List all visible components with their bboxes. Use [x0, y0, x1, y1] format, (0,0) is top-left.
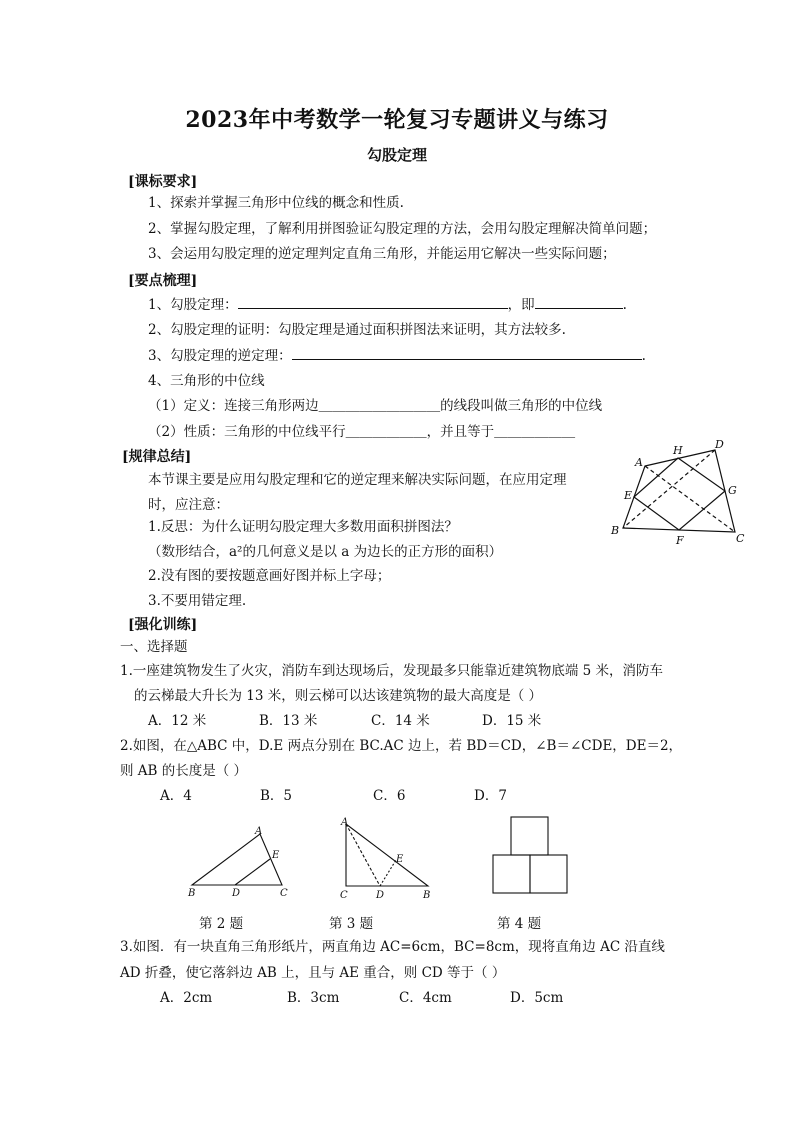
question-1-line: 的云梯最大升长为 13 米，则云梯可以达该建筑物的最大高度是（ ）: [134, 688, 543, 704]
summary-line: 1.反思：为什么证明勾股定理大多数用面积拼图法？: [148, 519, 458, 535]
training-heading: [强化训练]: [128, 617, 198, 633]
summary-line: （数形结合，a²的几何意义是以 a 为边长的正方形的面积）: [148, 544, 503, 560]
requirement-item: 3、会运用勾股定理的逆定理判定直角三角形，并能运用它解决一些实际问题；: [148, 246, 616, 262]
property-mid: ，并且等于: [426, 424, 495, 440]
requirements-heading: [课标要求]: [128, 174, 198, 190]
page-title: 2023年中考数学一轮复习专题讲义与练习: [185, 107, 609, 133]
point-g-label: G: [728, 484, 737, 497]
point-a-label: A: [635, 456, 643, 469]
fig2-label-b: B: [188, 888, 196, 898]
summary-line: 时，应注意：: [148, 497, 229, 513]
page-subtitle: 勾股定理: [366, 146, 427, 164]
quadrilateral-figure: [605, 436, 765, 548]
key-point-3-prefix: 3、勾股定理的逆定理：: [148, 348, 292, 364]
part-heading: 一、选择题: [120, 639, 188, 655]
requirement-item: 1、探索并掌握三角形中位线的概念和性质.: [148, 195, 404, 211]
fig3-label-c: C: [340, 890, 348, 901]
key-point-1-end: .: [622, 297, 627, 313]
figure-2-caption: 第 2 题: [199, 916, 244, 932]
fill-blank[interactable]: [292, 345, 642, 360]
point-e-label: E: [624, 489, 633, 502]
question-2-line: 2.如图，在△ABC 中，D.E 两点分别在 BC.AC 边上，若 BD＝CD，∠B＝∠CDE，DE＝2，: [120, 738, 683, 754]
fill-blank[interactable]: ＿＿＿＿＿＿: [494, 424, 576, 440]
point-f-label: F: [676, 534, 684, 547]
q1-option-b[interactable]: B．13 米: [259, 713, 318, 729]
point-c-label: C: [736, 532, 745, 545]
fig2-label-c: C: [280, 888, 288, 898]
figure-3: [336, 814, 438, 904]
key-point-3-end: .: [641, 348, 646, 364]
definition-prefix: （1）定义：连接三角形两边: [148, 398, 319, 414]
q2-option-a[interactable]: A．4: [160, 788, 192, 804]
q2-option-c[interactable]: C．6: [373, 788, 406, 804]
q1-option-d[interactable]: D．15 米: [482, 713, 542, 729]
summary-line: 3.不要用错定理.: [148, 593, 247, 609]
key-point-4-2: [148, 422, 575, 442]
key-point-1-prefix: 1、勾股定理：: [148, 297, 238, 313]
point-b-label: B: [611, 524, 620, 537]
key-points-heading: [要点梳理]: [128, 273, 198, 289]
fill-blank[interactable]: ＿＿＿＿＿＿＿＿＿: [318, 398, 441, 414]
fill-blank[interactable]: [238, 294, 508, 309]
figure-4: [488, 814, 572, 896]
midpoint-quad: [634, 458, 725, 530]
key-point-3: [148, 345, 646, 366]
question-3-line: AD 折叠，使它落斜边 AB 上，且与 AE 重合，则 CD 等于（ ）: [120, 965, 506, 981]
summary-heading: [规律总结]: [122, 449, 192, 465]
figure-3-caption: 第 3 题: [329, 916, 374, 932]
definition-suffix: 的线段叫做三角形的中位线: [440, 398, 603, 414]
q3-option-b[interactable]: B．3cm: [287, 990, 340, 1006]
fill-blank[interactable]: [535, 294, 623, 309]
q2-option-b[interactable]: B．5: [260, 788, 293, 804]
key-point-2: 2、勾股定理的证明：勾股定理是通过面积拼图法来证明，其方法较多.: [148, 322, 566, 338]
fig3-label-e: E: [396, 854, 404, 865]
key-point-1: [148, 294, 627, 315]
q1-option-c[interactable]: C．14 米: [371, 713, 430, 729]
summary-line: 2.没有图的要按题意画好图并标上字母；: [148, 568, 391, 584]
key-point-4: 4、三角形的中位线: [148, 373, 265, 389]
q2-option-d[interactable]: D．7: [474, 788, 507, 804]
q1-option-a[interactable]: A．12 米: [148, 713, 207, 729]
figure-4-caption: 第 4 题: [497, 916, 542, 932]
fig3-label-d: D: [376, 890, 385, 901]
fig2-label-d: D: [232, 888, 241, 898]
q3-option-c[interactable]: C．4cm: [399, 990, 452, 1006]
fill-blank[interactable]: ＿＿＿＿＿＿: [345, 424, 427, 440]
requirement-item: 2、掌握勾股定理，了解利用拼图验证勾股定理的方法，会用勾股定理解决简单问题；: [148, 221, 657, 237]
question-3-line: 3.如图．有一块直角三角形纸片，两直角边 AC=6cm，BC=8cm，现将直角边 AC 沿直线: [120, 939, 665, 955]
figure-2: [182, 822, 294, 898]
property-prefix: （2）性质：三角形的中位线平行: [148, 424, 346, 440]
key-point-4-1: [148, 396, 602, 416]
fig2-label-a: A: [255, 826, 263, 837]
point-d-label: D: [715, 438, 724, 451]
question-1-line: 1.一座建筑物发生了火灾，消防车到达现场后，发现最多只能靠近建筑物底端 5 米，消防车: [120, 663, 664, 679]
q3-option-d[interactable]: D．5cm: [510, 990, 564, 1006]
key-point-1-mid: ，即: [507, 297, 535, 313]
fig3-label-b: B: [423, 890, 431, 901]
q3-option-a[interactable]: A．2cm: [160, 990, 213, 1006]
question-2-line: 则 AB 的长度是（ ）: [120, 763, 248, 779]
fig3-label-a: A: [341, 817, 349, 828]
point-h-label: H: [673, 444, 683, 457]
summary-line: 本节课主要是应用勾股定理和它的逆定理来解决实际问题，在应用定理: [148, 472, 567, 488]
fig2-label-e: E: [272, 850, 280, 861]
